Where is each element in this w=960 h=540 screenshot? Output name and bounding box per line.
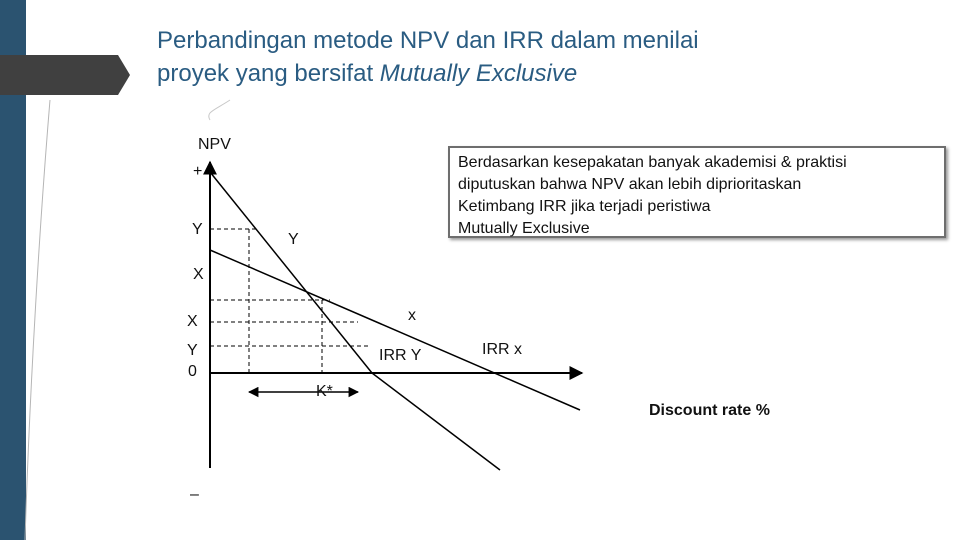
note-line-3: Ketimbang IRR jika terjadi peristiwa xyxy=(458,198,711,215)
label-irr-y: IRR Y xyxy=(379,347,422,364)
title-line-2-emph: Mutually Exclusive xyxy=(379,60,578,87)
x-axis-label: Discount rate % xyxy=(649,402,770,419)
note-line-1: Berdasarkan kesepakatan banyak akademisi & praktisi xyxy=(458,154,847,171)
project-y-line-below xyxy=(372,373,500,470)
label-x-axis-lower: X xyxy=(187,313,198,330)
note-line-4: Mutually Exclusive xyxy=(458,220,590,237)
label-x-line: x xyxy=(408,307,416,324)
title-line-2-prefix: proyek yang bersifat xyxy=(157,60,380,87)
label-irr-x: IRR x xyxy=(482,341,522,358)
label-k-star: K* xyxy=(316,383,333,400)
note-line-2: diputuskan bahwa NPV akan lebih diprioritaskan xyxy=(458,176,802,193)
label-x-axis-upper: X xyxy=(193,266,204,283)
label-y-axis-lower: Y xyxy=(187,342,198,359)
y-axis-label: NPV xyxy=(198,136,231,153)
project-x-line xyxy=(210,250,580,410)
note-box xyxy=(448,146,946,238)
label-y-line: Y xyxy=(288,231,299,248)
title-line-1: Perbandingan metode NPV dan IRR dalam menilai xyxy=(157,27,699,54)
plus-sign: + xyxy=(193,163,203,180)
label-zero: 0 xyxy=(188,363,197,380)
label-y-axis-y: Y xyxy=(192,221,203,238)
minus-sign: – xyxy=(190,486,199,503)
project-y-line xyxy=(210,172,372,373)
